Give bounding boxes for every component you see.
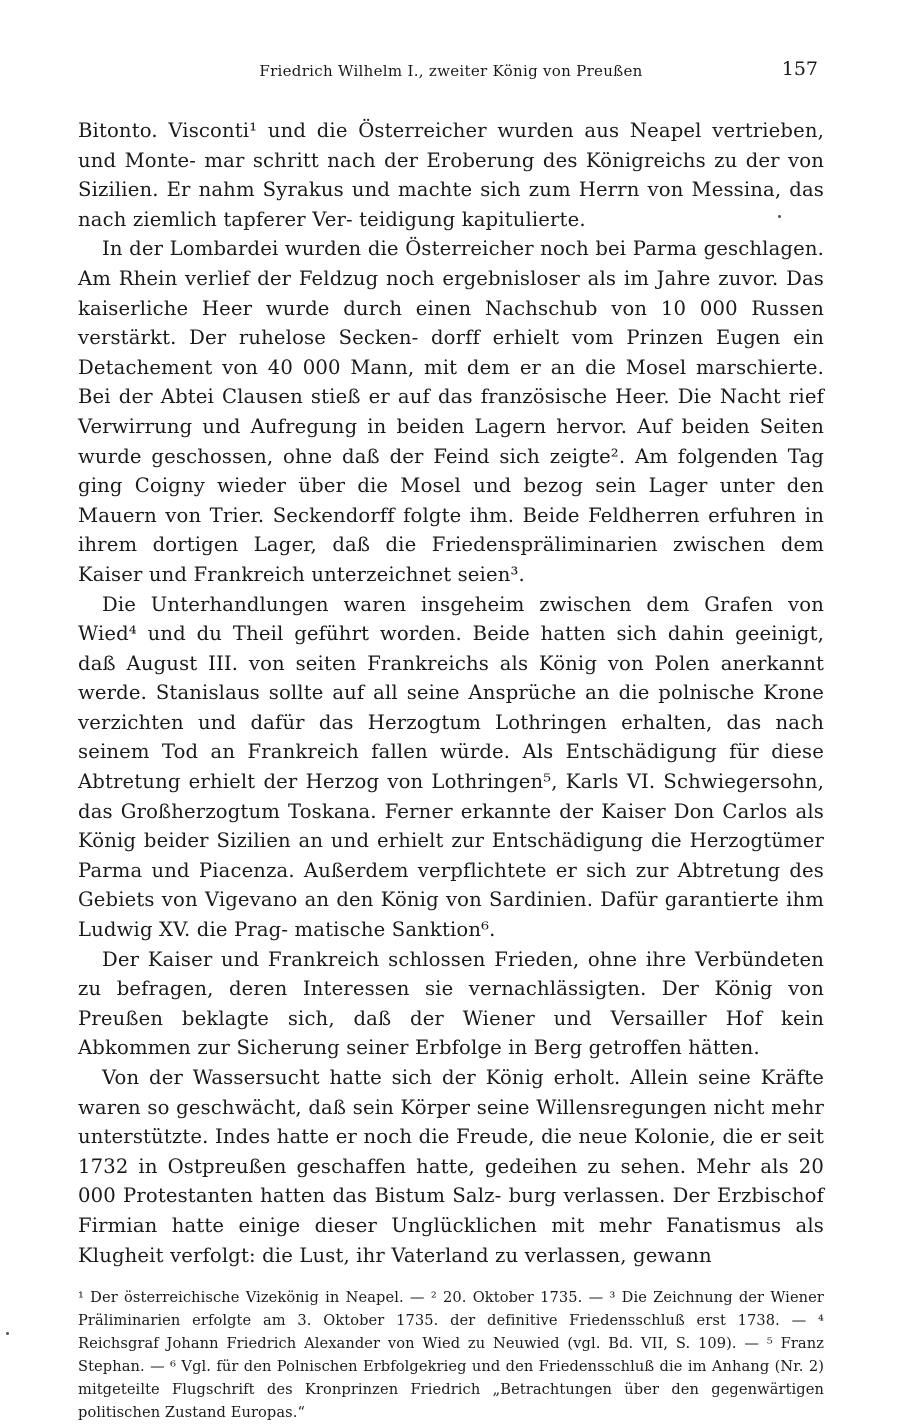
paper-speck: [778, 215, 781, 218]
paragraph-1: Bitonto. Visconti¹ und die Österreicher wurden aus Neapel vertrieben, und Monte- mar schritt nach der Eroberung des Königreichs zu der von Sizilien. Er nahm Syrakus und machte sich zum Herrn von Messina, das nach ziemlich tapferer Ver- teidigung kapitulierte.: [78, 119, 824, 231]
page-number: 157: [781, 58, 818, 80]
paragraph-5: Von der Wassersucht hatte sich der König erholt. Allein seine Kräfte waren so geschwächt, daß sein Körper seine Willensregungen nicht mehr unterstützte. Indes hatte er noch die Freude, die neue Kolonie, die er seit 1732 in Ostpreußen geschaffen hatte, gedeihen zu sehen. Mehr als 20 000 Protestanten hatten das Bistum Salz- burg verlassen. Der Erzbischof Firmian hatte einige dieser Unglücklichen mit mehr Fanatismus als Klugheit verfolgt: die Lust, ihr Vaterland zu verlassen, gewann: [78, 1066, 824, 1267]
book-page: [78, 58, 824, 1422]
paragraph-4: Der Kaiser und Frankreich schlossen Frieden, ohne ihre Verbündeten zu befragen, deren Interessen sie vernachlässigten. Der König von Preußen beklagte sich, daß der Wiener und Versailler Hof kein Abkommen zur Sicherung seiner Erbfolge in Berg getroffen hätten.: [78, 947, 824, 1060]
footnote-text: ¹ Der österreichische Vizekönig in Neapel. — ² 20. Oktober 1735. — ³ Die Zeichnung der Wiener Präliminarien erfolgte am 3. Oktober 1735. der definitive Friedensschluß erst 1738. — ⁴ Reichsgraf Johann Friedrich Alexander von Wied zu Neuwied (vgl. Bd. VII, S. 109). — ⁵ Franz Stephan. — ⁶ Vgl. für den Polnischen Erbfolgekrieg und den Friedensschluß die im Anhang (Nr. 2) mitgeteilte Flugschrift des Kronprinzen Friedrich „Betrachtungen über den gegenwärtigen politischen Zustand Europas.“: [78, 1289, 824, 1422]
body-text: [78, 116, 824, 1270]
running-title: Friedrich Wilhelm I., zweiter König von Preußen: [259, 62, 643, 80]
footnotes: [78, 1286, 824, 1424]
paper-speck: [6, 1332, 9, 1335]
page-header: [78, 58, 824, 98]
paragraph-2: In der Lombardei wurden die Österreicher noch bei Parma geschlagen. Am Rhein verlief der Feldzug noch ergebnisloser als im Jahre zuvor. Das kaiserliche Heer wurde durch einen Nachschub von 10 000 Russen verstärkt. Der ruhelose Secken- dorff erhielt vom Prinzen Eugen ein Detachement von 40 000 Mann, mit dem er an die Mosel marschierte. Bei der Abtei Clausen stieß er auf das französische Heer. Die Nacht rief Verwirrung und Aufregung in beiden Lagern hervor. Auf beiden Seiten wurde geschossen, ohne daß der Feind sich zeigte². Am folgenden Tag ging Coigny wieder über die Mosel und bezog sein Lager unter den Mauern von Trier. Seckendorff folgte ihm. Beide Feldherren erfuhren in ihrem dortigen Lager, daß die Friedenspräliminarien zwischen dem Kaiser und Frankreich unterzeichnet seien³.: [78, 237, 824, 586]
paragraph-3: Die Unterhandlungen waren insgeheim zwischen dem Grafen von Wied⁴ und du Theil geführt worden. Beide hatten sich dahin geeinigt, daß August III. von seiten Frankreichs als König von Polen anerkannt werde. Stanislaus sollte auf all seine Ansprüche an die polnische Krone verzichten und dafür das Herzogtum Lothringen erhalten, das nach seinem Tod an Frankreich fallen würde. Als Entschädigung für diese Abtretung erhielt der Herzog von Lothringen⁵, Karls VI. Schwiegersohn, das Großherzogtum Toskana. Ferner erkannte der Kaiser Don Carlos als König beider Sizilien an und erhielt zur Entschädigung die Herzogtümer Parma und Piacenza. Außerdem verpflichtete er sich zur Abtretung des Gebiets von Vigevano an den König von Sardinien. Dafür garantierte ihm Ludwig XV. die Prag- matische Sanktion⁶.: [78, 592, 824, 942]
